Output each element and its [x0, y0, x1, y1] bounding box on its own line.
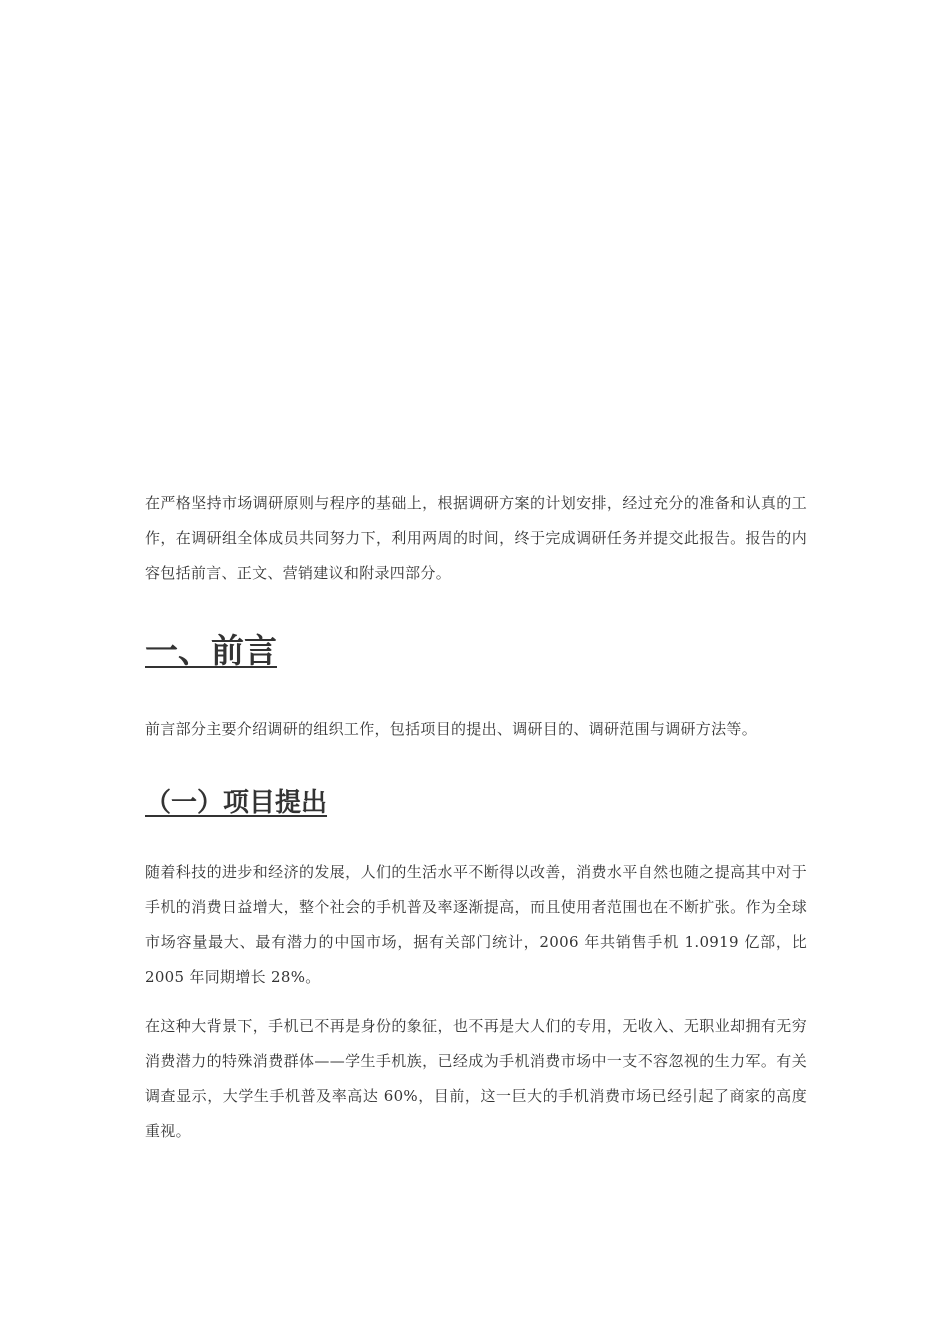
preface-paragraph: 前言部分主要介绍调研的组织工作，包括项目的提出、调研目的、调研范围与调研方法等。	[145, 720, 758, 738]
subsection-heading-project: （一）项目提出	[145, 788, 328, 818]
section-heading-preface: 一、前言	[145, 631, 277, 670]
document-body	[145, 486, 807, 1149]
project-paragraph-1: 随着科技的进步和经济的发展，人们的生活水平不断得以改善，消费水平自然也随之提高其中对于手机的消费日益增大，整个社会的手机普及率逐渐提高，而且使用者范围也在不断扩张。作为全球市场容量最大、最有潜力的中国市场，据有关部门统计，2006 年共销售手机 1.0919 亿部，比 2005 年同期增长 28%。	[145, 863, 807, 986]
intro-paragraph: 在严格坚持市场调研原则与程序的基础上，根据调研方案的计划安排，经过充分的准备和认真的工作，在调研组全体成员共同努力下，利用两周的时间，终于完成调研任务并提交此报告。报告的内容包括前言、正文、营销建议和附录四部分。	[145, 494, 807, 582]
project-paragraph-2: 在这种大背景下，手机已不再是身份的象征，也不再是大人们的专用，无收入、无职业却拥有无穷消费潜力的特殊消费群体——学生手机族，已经成为手机消费市场中一支不容忽视的生力军。有关调查显示，大学生手机普及率高达 60%，目前，这一巨大的手机消费市场已经引起了商家的高度重视。	[145, 1017, 807, 1140]
